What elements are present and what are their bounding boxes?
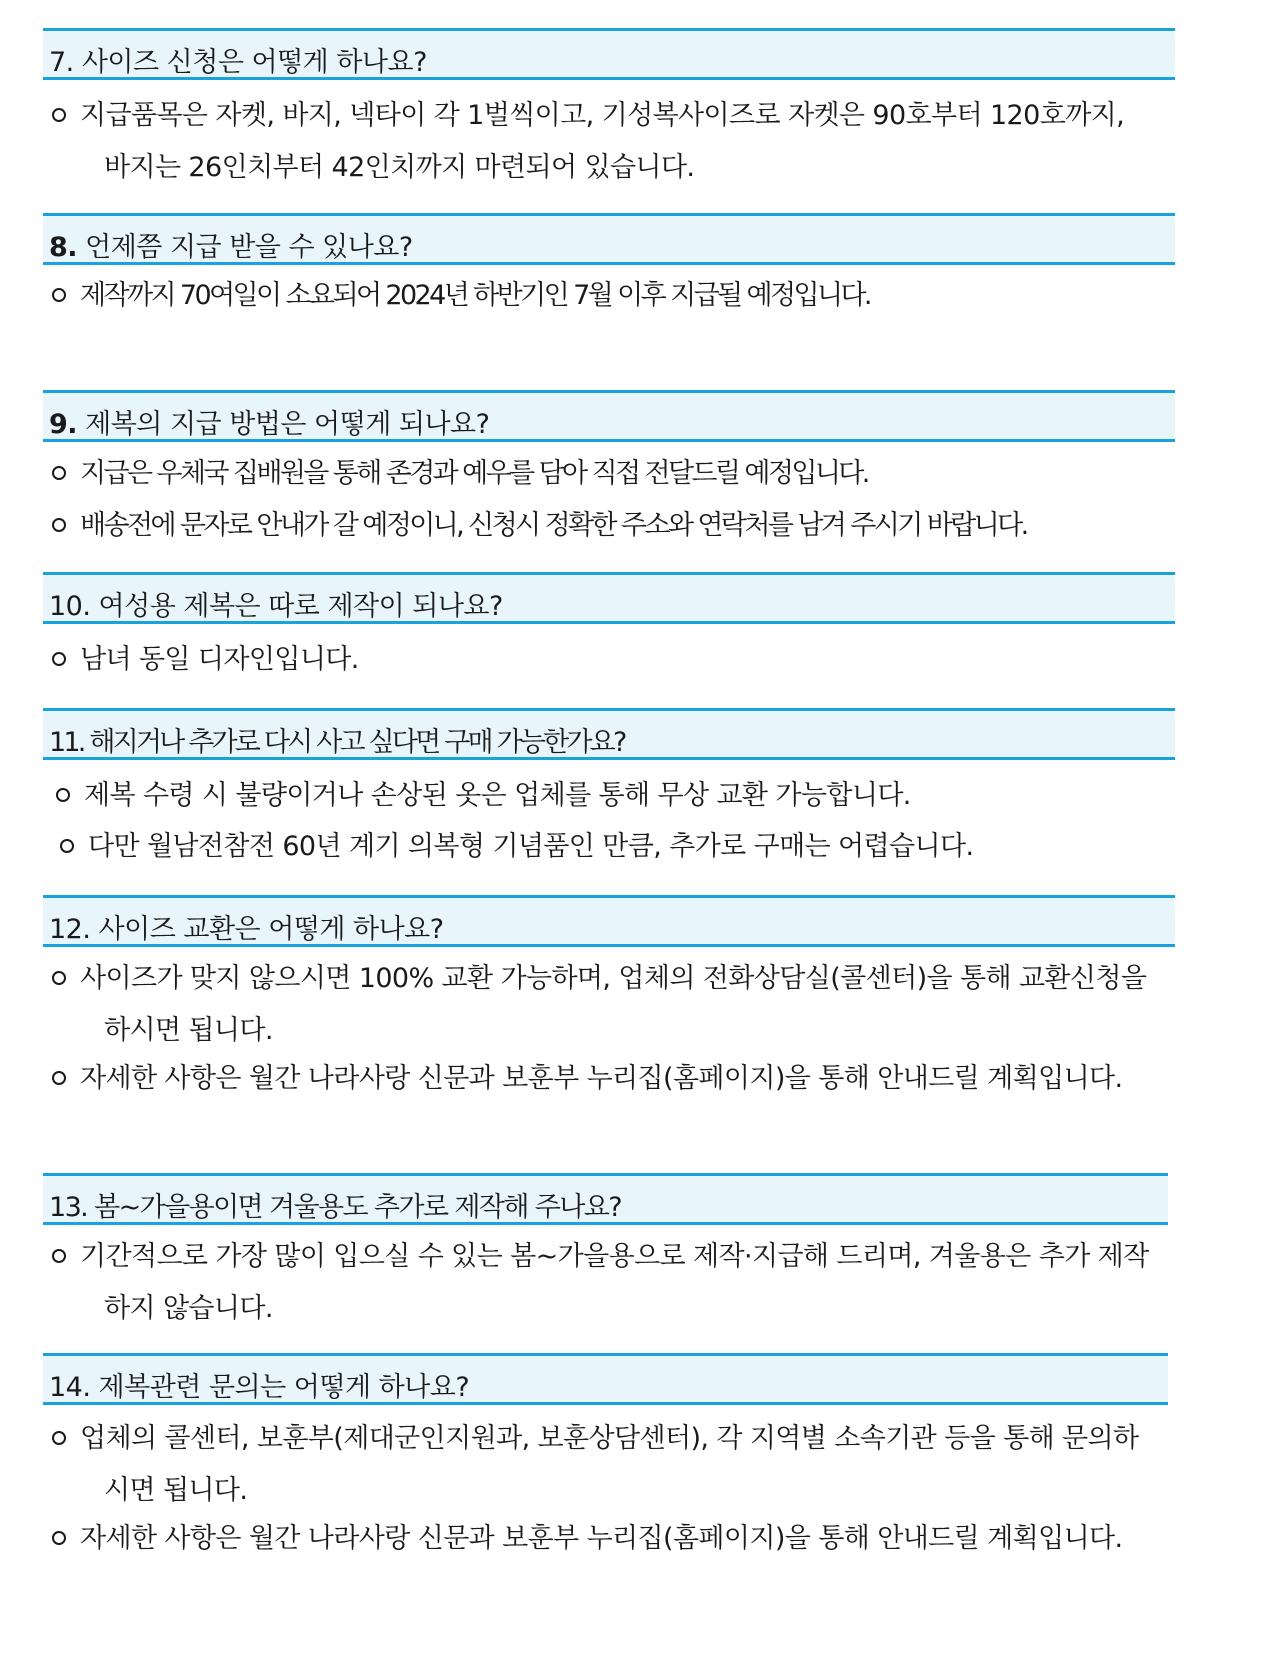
circle-bullet-icon: [60, 839, 74, 853]
circle-bullet-icon: [52, 108, 66, 122]
answer-8-1: 제작까지 70여일이 소요되어 2024년 하반기인 7월 이후 지급될 예정입니다.: [52, 270, 1252, 322]
question-7-text: 7. 사이즈 신청은 어떻게 하나요?: [49, 47, 427, 78]
answer-9-1: 지급은 우체국 집배원을 통해 존경과 예우를 담아 직접 전달드릴 예정입니다.: [52, 448, 1252, 500]
answer-11-2: 다만 월남전참전 60년 계기 의복형 기념품인 만큼, 추가로 구매는 어렵습니다.: [60, 821, 1260, 873]
question-14-header: [43, 1353, 1168, 1405]
circle-bullet-icon: [52, 1431, 66, 1445]
answer-13-1: 기간적으로 가장 많이 입으실 수 있는 봄~가을용으로 제작·지급해 드리며, 겨울용은 추가 제작 하지 않습니다.: [52, 1231, 1252, 1335]
answer-14-1: 업체의 콜센터, 보훈부(제대군인지원과, 보훈상담센터), 각 지역별 소속기관 등을 통해 문의하 시면 됩니다.: [52, 1413, 1252, 1517]
question-12-text: 12. 사이즈 교환은 어떻게 하나요?: [49, 914, 444, 945]
question-8-text: 8. 언제쯤 지급 받을 수 있나요?: [49, 232, 413, 263]
circle-bullet-icon: [56, 788, 70, 802]
answer-10-1: 남녀 동일 디자인입니다.: [52, 634, 1252, 686]
circle-bullet-icon: [52, 1249, 66, 1263]
question-13-header: [43, 1173, 1168, 1225]
question-13-text: 13. 봄~가을용이면 겨울용도 추가로 제작해 주나요?: [49, 1192, 621, 1223]
answer-7-1: 지급품목은 자켓, 바지, 넥타이 각 1벌씩이고, 기성복사이즈로 자켓은 90호부터 120호까지, 바지는 26인치부터 42인치까지 마련되어 있습니다.: [52, 90, 1252, 194]
question-9-header: [43, 390, 1175, 442]
question-9-text: 9. 제복의 지급 방법은 어떻게 되나요?: [49, 409, 490, 440]
circle-bullet-icon: [52, 466, 66, 480]
answer-11-1: 제복 수령 시 불량이거나 손상된 옷은 업체를 통해 무상 교환 가능합니다.: [56, 770, 1256, 822]
question-12-header: [43, 895, 1175, 947]
question-8-header: [43, 213, 1175, 265]
circle-bullet-icon: [52, 652, 66, 666]
question-14-text: 14. 제복관련 문의는 어떻게 하나요?: [49, 1372, 470, 1403]
question-10-text: 10. 여성용 제복은 따로 제작이 되나요?: [49, 591, 503, 622]
circle-bullet-icon: [52, 288, 66, 302]
question-10-header: [43, 572, 1175, 624]
circle-bullet-icon: [52, 971, 66, 985]
question-11-text: 11. 해지거나 추가로 다시 사고 싶다면 구매 가능한가요?: [49, 727, 625, 758]
answer-12-1: 사이즈가 맞지 않으시면 100% 교환 가능하며, 업체의 전화상담실(콜센터)을 통해 교환신청을 하시면 됩니다.: [52, 953, 1252, 1057]
answer-12-2: 자세한 사항은 월간 나라사랑 신문과 보훈부 누리집(홈페이지)을 통해 안내드릴 계획입니다.: [52, 1053, 1252, 1105]
circle-bullet-icon: [52, 1071, 66, 1085]
answer-14-2: 자세한 사항은 월간 나라사랑 신문과 보훈부 누리집(홈페이지)을 통해 안내드릴 계획입니다.: [52, 1513, 1252, 1565]
question-7-header: [43, 28, 1175, 80]
circle-bullet-icon: [52, 518, 66, 532]
answer-9-2: 배송전에 문자로 안내가 갈 예정이니, 신청시 정확한 주소와 연락처를 남겨 주시기 바랍니다.: [52, 500, 1252, 552]
circle-bullet-icon: [52, 1531, 66, 1545]
question-11-header: [43, 708, 1175, 760]
